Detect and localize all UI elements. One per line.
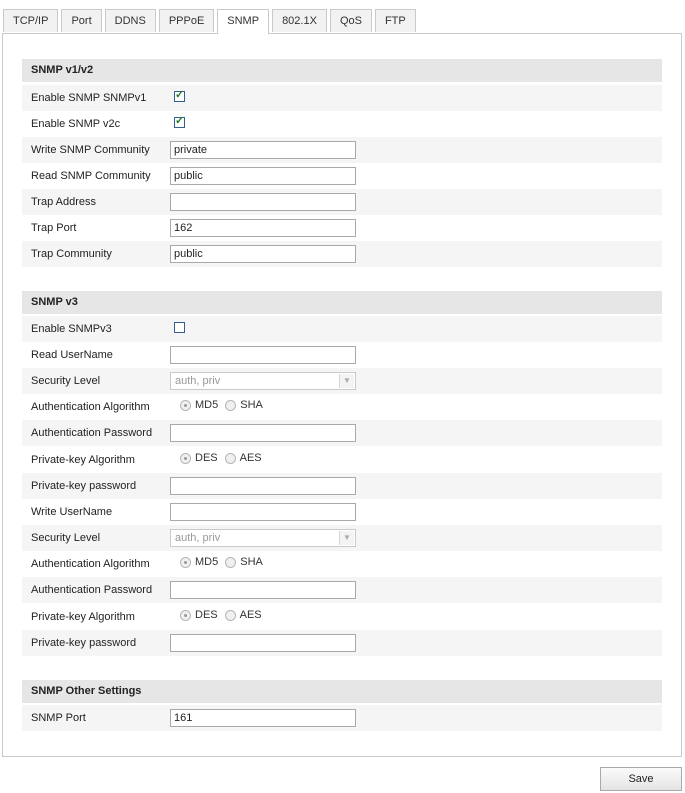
write-username-label: Write UserName (31, 506, 113, 518)
row-write-security-level (22, 525, 662, 551)
read-security-level-label: Security Level (31, 375, 101, 387)
tab-qos[interactable]: QoS (330, 9, 372, 32)
section-header-v1v2: SNMP v1/v2 (22, 59, 662, 82)
enable-v2c-label: Enable SNMP v2c (31, 118, 121, 130)
read-username-input[interactable] (170, 346, 356, 364)
read-sha-radio[interactable] (225, 400, 236, 411)
write-security-level-value: auth, priv (175, 532, 221, 544)
write-md5-radio[interactable] (180, 557, 191, 568)
row-write-community (22, 137, 662, 163)
tab-snmp[interactable]: SNMP (217, 9, 269, 34)
row-read-priv-algorithm (22, 447, 662, 473)
write-auth-password-label: Authentication Password (31, 584, 153, 596)
row-read-priv-password (22, 473, 662, 499)
read-priv-algorithm-label: Private-key Algorithm (31, 454, 135, 466)
write-sha-label: SHA (240, 556, 263, 568)
enable-v3-label: Enable SNMPv3 (31, 323, 112, 335)
section-header-v3: SNMP v3 (22, 291, 662, 314)
read-aes-radio[interactable] (225, 453, 236, 464)
read-des-radio[interactable] (180, 453, 191, 464)
row-write-auth-password (22, 577, 662, 603)
row-read-auth-password (22, 420, 662, 446)
tab-ddns[interactable]: DDNS (105, 9, 156, 32)
write-des-radio[interactable] (180, 610, 191, 621)
tab-ftp[interactable]: FTP (375, 9, 416, 32)
snmp-port-input[interactable]: 161 (170, 709, 356, 727)
row-write-username (22, 499, 662, 525)
chevron-down-icon: ▼ (339, 374, 354, 388)
read-des-label: DES (195, 452, 218, 464)
read-priv-password-label: Private-key password (31, 480, 137, 492)
chevron-down-icon: ▼ (339, 531, 354, 545)
enable-v1-label: Enable SNMP SNMPv1 (31, 92, 147, 104)
write-auth-password-input[interactable] (170, 581, 356, 599)
tab-port[interactable]: Port (61, 9, 101, 32)
read-community-label: Read SNMP Community (31, 170, 151, 182)
row-trap-community (22, 241, 662, 267)
save-button[interactable]: Save (600, 767, 682, 791)
check-icon: ✓ (175, 115, 185, 127)
tab-8021x[interactable]: 802.1X (272, 9, 327, 32)
read-auth-password-label: Authentication Password (31, 427, 153, 439)
write-username-input[interactable] (170, 503, 356, 521)
trap-address-input[interactable] (170, 193, 356, 211)
enable-v3-checkbox[interactable] (174, 322, 185, 333)
trap-address-label: Trap Address (31, 196, 97, 208)
section-header-other: SNMP Other Settings (22, 680, 662, 703)
trap-community-input[interactable]: public (170, 245, 356, 263)
write-sha-radio[interactable] (225, 557, 236, 568)
row-read-username (22, 342, 662, 368)
read-username-label: Read UserName (31, 349, 113, 361)
read-aes-label: AES (239, 452, 262, 464)
enable-v1-checkbox[interactable] (174, 91, 185, 102)
read-sha-label: SHA (240, 399, 263, 411)
row-read-auth-algorithm (22, 394, 662, 420)
trap-port-label: Trap Port (31, 222, 77, 234)
write-priv-password-input[interactable] (170, 634, 356, 652)
write-des-label: DES (195, 609, 218, 621)
snmp-port-label: SNMP Port (31, 712, 86, 724)
read-auth-algorithm-label: Authentication Algorithm (31, 401, 150, 413)
row-enable-v1 (22, 85, 662, 111)
row-read-security-level (22, 368, 662, 394)
row-trap-port (22, 215, 662, 241)
tab-tcpip[interactable]: TCP/IP (3, 9, 58, 32)
write-aes-radio[interactable] (225, 610, 236, 621)
row-snmp-port (22, 705, 662, 731)
read-security-level-select[interactable] (170, 372, 356, 390)
row-enable-v2c (22, 111, 662, 137)
read-md5-radio[interactable] (180, 400, 191, 411)
row-write-priv-password (22, 630, 662, 656)
row-read-community (22, 163, 662, 189)
write-auth-algorithm-label: Authentication Algorithm (31, 558, 150, 570)
tab-bar (3, 9, 419, 33)
write-priv-password-label: Private-key password (31, 637, 137, 649)
read-community-input[interactable]: public (170, 167, 356, 185)
write-aes-label: AES (239, 609, 262, 621)
read-priv-password-input[interactable] (170, 477, 356, 495)
read-md5-label: MD5 (195, 399, 219, 411)
read-security-level-value: auth, priv (175, 375, 221, 387)
enable-v2c-checkbox[interactable] (174, 117, 185, 128)
row-trap-address (22, 189, 662, 215)
trap-port-input[interactable]: 162 (170, 219, 356, 237)
write-community-label: Write SNMP Community (31, 144, 150, 156)
write-security-level-select[interactable] (170, 529, 356, 547)
write-security-level-label: Security Level (31, 532, 101, 544)
write-md5-label: MD5 (195, 556, 219, 568)
read-auth-password-input[interactable] (170, 424, 356, 442)
trap-community-label: Trap Community (31, 248, 112, 260)
row-write-auth-algorithm (22, 551, 662, 577)
write-community-input[interactable]: private (170, 141, 356, 159)
row-enable-v3 (22, 316, 662, 342)
row-write-priv-algorithm (22, 604, 662, 630)
write-priv-algorithm-label: Private-key Algorithm (31, 611, 135, 623)
check-icon: ✓ (175, 89, 185, 101)
tab-pppoe[interactable]: PPPoE (159, 9, 214, 32)
